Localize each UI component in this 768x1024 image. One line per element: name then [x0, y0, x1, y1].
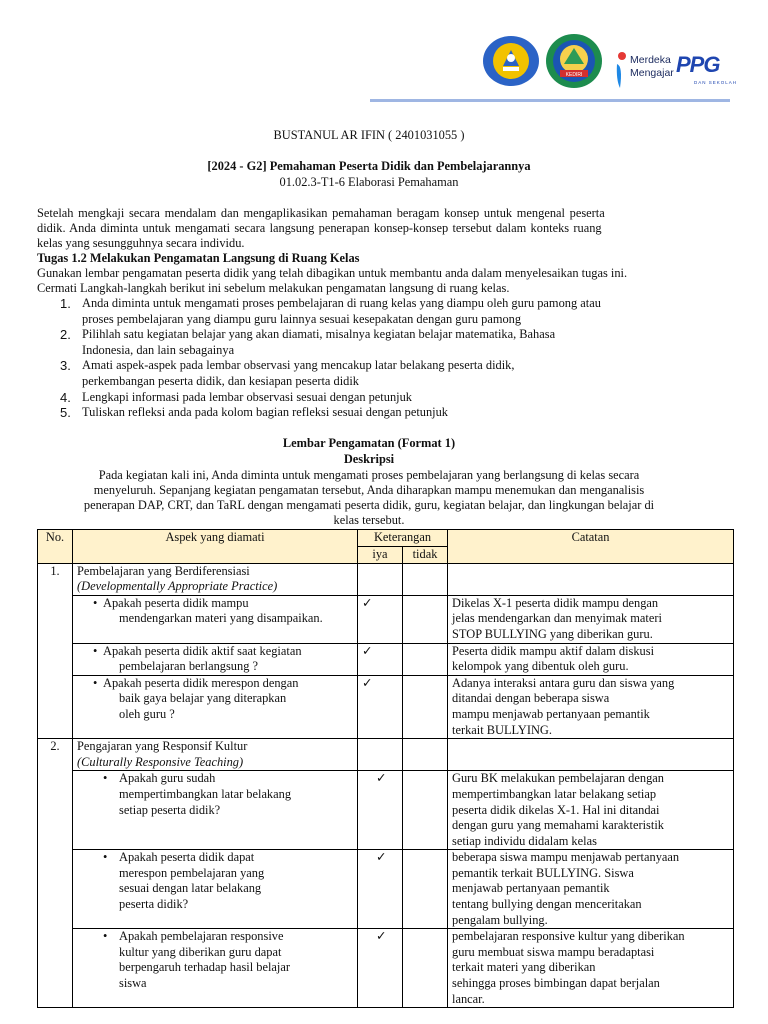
check-iya: ✓ — [358, 850, 403, 929]
step-item: 3. Amati aspek-aspek pada lembar observasi yang mencakup latar belakang peserta didik, perkembangan peserta didik, dan kesiapan peserta didik — [60, 358, 515, 388]
university-banner: KEDIRI — [565, 72, 583, 78]
aspect-question: • Apakah guru sudah mempertimbangkan latar belakang setiap peserta didik? — [73, 771, 358, 850]
header-catatan: Catatan — [448, 530, 734, 564]
description-line-4: kelas tersebut. — [333, 513, 405, 527]
ppg-subtitle: DAN SEKOLAH — [694, 80, 738, 85]
check-iya: ✓ — [358, 675, 403, 738]
mengajar-text: Mengajar — [630, 67, 674, 79]
table-row — [38, 739, 734, 771]
note-cell: beberapa siswa mampu menjawab pertanyaan pemantik terkait BULLYING. Siswa menjawab pertanyaan pemantik tentang bullying dengan menceritakan pengalam bullying. — [448, 850, 734, 929]
check-tidak — [403, 771, 448, 850]
merdeka-mengajar-logo — [614, 50, 674, 90]
observation-table — [37, 529, 734, 1008]
table-row — [38, 595, 734, 643]
sheet-title: Lembar Pengamatan (Format 1) — [282, 436, 456, 450]
check-iya: ✓ — [358, 771, 403, 850]
table-row — [38, 675, 734, 738]
description-line-1: Pada kegiatan kali ini, Anda diminta untuk mengamati proses pembelajaran yang berlangsung di kelas secara — [98, 468, 640, 482]
check-iya: ✓ — [358, 643, 403, 675]
steps-list — [60, 296, 680, 421]
aspect-question: • Apakah peserta didik mampu mendengarkan materi yang disampaikan. — [73, 595, 358, 643]
header-divider — [370, 99, 730, 102]
merdeka-text: Merdeka — [630, 54, 671, 66]
header-aspek: Aspek yang diamati — [73, 530, 358, 564]
description-line-3: penerapan DAP, CRT, dan TaRL dengan mengamati peserta didik, guru, kegiatan belajar, dan lingkungan belajar di — [83, 498, 655, 512]
task-intro-2: Cermati Langkah-langkah berikut ini sebelum melakukan pengamatan langsung di ruang kelas. — [37, 281, 510, 295]
course-title: [2024 - G2] Pemahaman Peserta Didik dan Pembelajarannya — [207, 159, 531, 173]
header-no: No. — [38, 530, 73, 564]
note-cell: Peserta didik mampu aktif dalam diskusi kelompok yang dibentuk oleh guru. — [448, 643, 734, 675]
aspect-question: • Apakah pembelajaran responsive kultur yang diberikan guru dapat berpengaruh terhadap hasil belajar siswa — [73, 929, 358, 1008]
course-code: 01.02.3-T1-6 Elaborasi Pemahaman — [279, 175, 459, 189]
section-number: 1. — [38, 563, 73, 739]
table-row — [38, 771, 734, 850]
intro-line-3: kelas yang sesungguhnya secara individu. — [37, 236, 245, 250]
check-tidak — [403, 595, 448, 643]
description-line-2: menyeluruh. Sepanjang kegiatan pengamatan tersebut, Anda diharapkan mampu menemukan dan menganalisis — [93, 483, 645, 497]
step-item: 4. Lengkapi informasi pada lembar observasi sesuai dengan petunjuk — [60, 389, 412, 405]
task-title: Tugas 1.2 Melakukan Pengamatan Langsung di Ruang Kelas — [37, 251, 360, 265]
aspect-question: • Apakah peserta didik aktif saat kegiatan pembelajaran berlangsung ? — [73, 643, 358, 675]
kemendikbud-logo — [483, 36, 539, 86]
section-number: 2. — [38, 739, 73, 1008]
step-item: 2. Pilihlah satu kegiatan belajar yang akan diamati, misalnya kegiatan belajar matematika, Bahasa Indonesia, dan lain sebagainya — [60, 327, 556, 357]
table-row — [38, 850, 734, 929]
header-tidak: tidak — [403, 547, 448, 564]
step-item: 1. Anda diminta untuk mengamati proses pembelajaran di ruang kelas yang diampu oleh guru pamong atau proses pembelajaran yang diampu guru lainnya sesuai kesepakatan dengan guru pamong — [60, 296, 601, 326]
aspect-question: • Apakah peserta didik dapat merespon pembelajaran yang sesuai dengan latar belakang peserta didik? — [73, 850, 358, 929]
check-tidak — [403, 643, 448, 675]
ppg-logo: PPG — [676, 52, 720, 77]
table-row — [38, 563, 734, 595]
note-cell: Guru BK melakukan pembelajaran dengan mempertimbangkan latar belakang setiap peserta didik dikelas X-1. Hal ini ditandai dengan guru yang memahami karakteristik setiap individu didalam kelas — [448, 771, 734, 850]
check-tidak — [403, 850, 448, 929]
header-keterangan: Keterangan — [358, 530, 448, 547]
check-iya: ✓ — [358, 595, 403, 643]
check-iya: ✓ — [358, 929, 403, 1008]
university-logo — [546, 34, 602, 88]
header-iya: iya — [358, 547, 403, 564]
aspect-question: • Apakah peserta didik merespon dengan baik gaya belajar yang diterapkan oleh guru ? — [73, 675, 358, 738]
section-title: Pengajaran yang Responsif Kultur (Culturally Responsive Teaching) — [73, 739, 358, 771]
note-cell: pembelajaran responsive kultur yang diberikan guru membuat siswa mampu beradaptasi terkait materi yang diberikan sehingga proses bimbingan dapat berjalan lancar. — [448, 929, 734, 1008]
task-intro-1: Gunakan lembar pengamatan peserta didik yang telah dibagikan untuk membantu anda dalam menyelesaikan tugas ini. — [37, 266, 628, 280]
table-row — [38, 643, 734, 675]
intro-line-2: didik. Anda diminta untuk mengamati secara langsung penerapan konsep-konsep tersebut dalam konteks ruang — [37, 221, 602, 235]
author-line: BUSTANUL AR IFIN ( 2401031055 ) — [273, 128, 465, 142]
section-title: Pembelajaran yang Berdiferensiasi (Developmentally Appropriate Practice) — [73, 563, 358, 595]
note-cell: Adanya interaksi antara guru dan siswa yang ditandai dengan beberapa siswa mampu menjawab pertanyaan pemantik terkait BULLYING. — [448, 675, 734, 738]
description-title: Deskripsi — [343, 452, 395, 466]
note-cell: Dikelas X-1 peserta didik mampu dengan jelas mendengarkan dan menyimak materi STOP BULLYING yang diberikan guru. — [448, 595, 734, 643]
table-row — [38, 929, 734, 1008]
check-tidak — [403, 929, 448, 1008]
check-tidak — [403, 675, 448, 738]
intro-line-1: Setelah mengkaji secara mendalam dan mengaplikasikan pemahaman beragam konsep untuk mengenal peserta — [37, 206, 605, 220]
step-item: 5. Tuliskan refleksi anda pada kolom bagian refleksi sesuai dengan petunjuk — [60, 405, 449, 421]
